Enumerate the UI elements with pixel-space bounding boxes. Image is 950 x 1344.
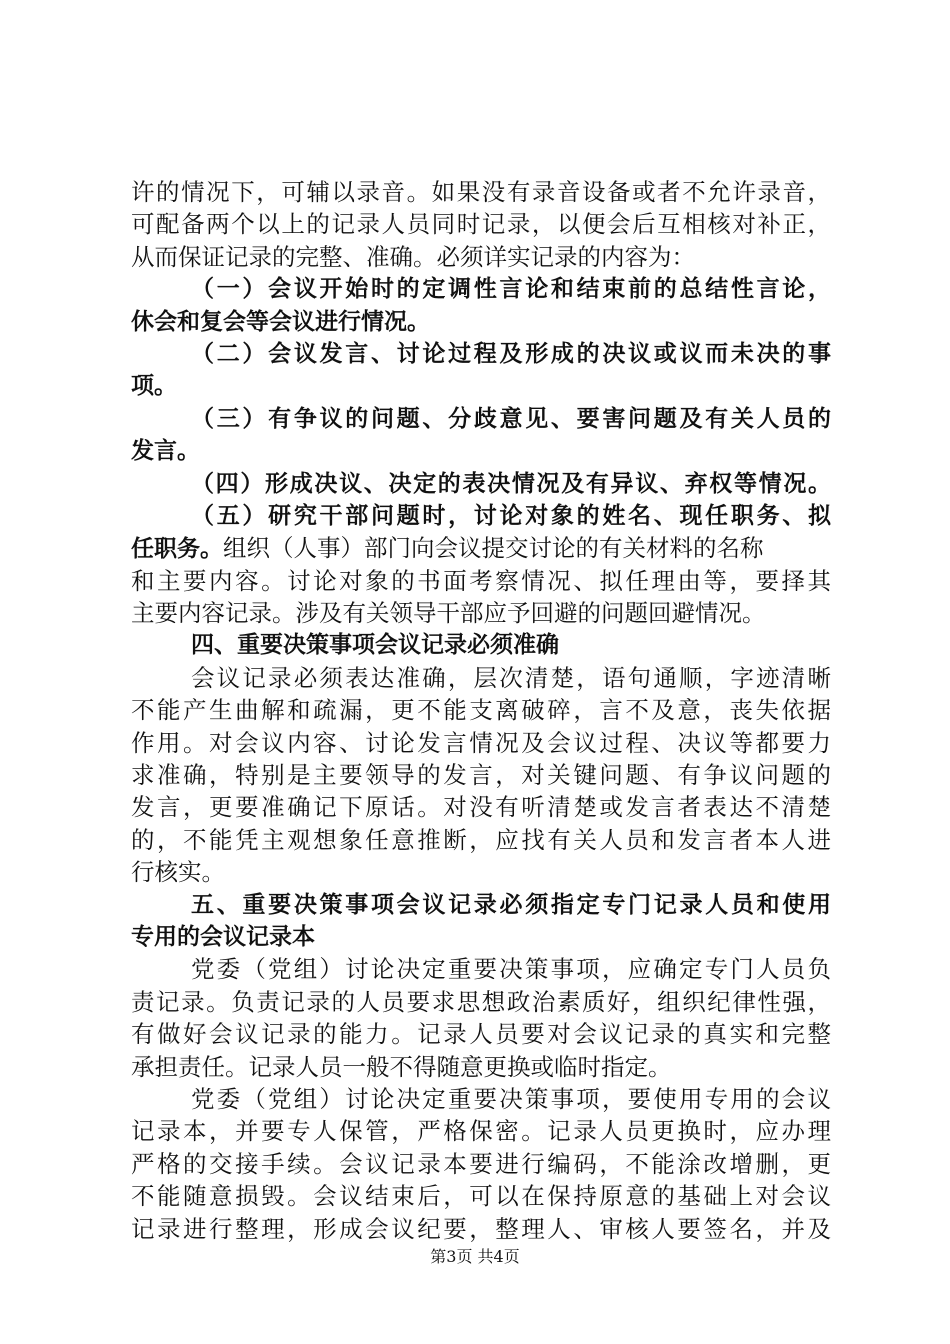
document-body <box>131 176 831 1245</box>
list-item-5-bold: 任职务。 <box>131 536 223 563</box>
page-footer <box>0 1244 950 1267</box>
section-heading-4: 四、重要决策事项会议记录必须准确 <box>191 632 559 659</box>
paragraph-line: 记录本，并要专人保管，严格保密。记录人员更换时，应办理 <box>131 1117 831 1146</box>
text-line: 主要内容记录。涉及有关领导干部应予回避的问题回避情况。 <box>131 599 766 628</box>
paragraph-line: 党委（党组）讨论决定重要决策事项，应确定专门人员负 <box>191 955 831 984</box>
paragraph-line: 有做好会议记录的能力。记录人员要对会议记录的真实和完整 <box>131 1020 831 1049</box>
paragraph-line: 会议记录必须表达准确，层次清楚，语句通顺，字迹清晰 <box>191 663 831 692</box>
paragraph-line: 行核实。 <box>131 858 225 887</box>
list-item-3-cont: 发言。 <box>131 438 200 465</box>
paragraph-line: 求准确，特别是主要领导的发言，对关键问题、有争议问题的 <box>131 761 831 790</box>
paragraph-line: 记录进行整理，形成会议纪要，整理人、审核人要签名，并及 <box>131 1214 831 1243</box>
list-item-3: （三）有争议的问题、分歧意见、要害问题及有关人员的 <box>191 405 831 432</box>
text-line: 和主要内容。讨论对象的书面考察情况、拟任理由等，要择其 <box>131 566 831 595</box>
page-number: 第3页 共4页 <box>430 1247 520 1266</box>
text-line: 许的情况下，可辅以录音。如果没有录音设备或者不允许录音， <box>131 178 831 206</box>
paragraph-line: 不能随意损毁。会议结束后，可以在保持原意的基础上对会议 <box>131 1182 831 1211</box>
paragraph-line: 党委（党组）讨论决定重要决策事项，要使用专用的会议 <box>191 1084 831 1113</box>
list-item-1: （一）会议开始时的定调性言论和结束前的总结性言论， <box>191 276 831 303</box>
paragraph-line: 严格的交接手续。会议记录本要进行编码，不能涂改增删，更 <box>131 1149 831 1178</box>
paragraph-line: 作用。对会议内容、讨论发言情况及会议过程、决议等都要力 <box>131 728 831 757</box>
list-item-4: （四）形成决议、决定的表决情况及有异议、弃权等情况。 <box>191 470 831 497</box>
paragraph-line: 发言，更要准确记下原话。对没有听清楚或发言者表达不清楚 <box>131 793 831 822</box>
text-line: 可配备两个以上的记录人员同时记录，以便会后互相核对补正， <box>131 210 831 239</box>
list-item-5-cont <box>131 532 831 564</box>
paragraph-line: 承担责任。记录人员一般不得随意更换或临时指定。 <box>131 1052 672 1081</box>
list-item-5-rest: 组织（人事）部门向会议提交讨论的有关材料的名称 <box>223 534 764 563</box>
paragraph-line: 不能产生曲解和疏漏，更不能支离破碎，言不及意，丧失依据 <box>131 696 831 725</box>
list-item-5: （五）研究干部问题时，讨论对象的姓名、现任职务、拟 <box>191 502 831 529</box>
section-heading-5: 五、重要决策事项会议记录必须指定专门记录人员和使用 <box>191 891 831 918</box>
paragraph-line: 责记录。负责记录的人员要求思想政治素质好，组织纪律性强， <box>131 987 831 1016</box>
list-item-2-cont: 项。 <box>131 373 177 400</box>
text-line: 从而保证记录的完整、准确。必须详实记录的内容为： <box>131 242 695 271</box>
section-heading-5-cont: 专用的会议记录本 <box>131 923 315 950</box>
list-item-1-cont: 休会和复会等会议进行情况。 <box>131 308 430 335</box>
paragraph-line: 的，不能凭主观想象任意推断，应找有关人员和发言者本人进 <box>131 825 831 854</box>
list-item-2: （二）会议发言、讨论过程及形成的决议或议而未决的事 <box>191 340 831 367</box>
